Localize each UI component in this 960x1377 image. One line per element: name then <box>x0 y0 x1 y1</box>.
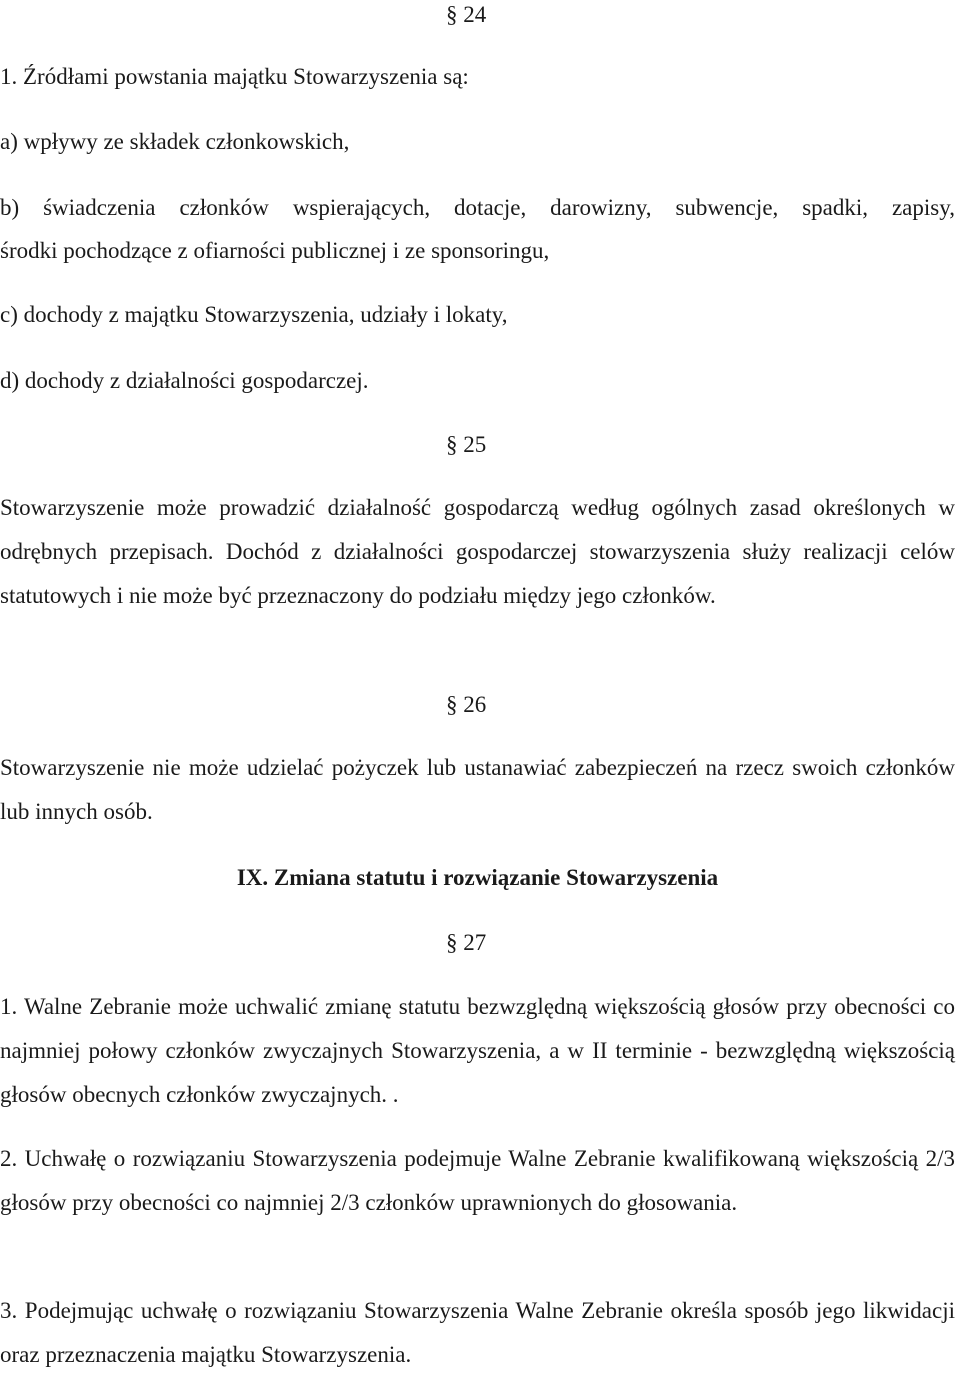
section-25-heading <box>446 430 486 460</box>
section-26-heading <box>446 690 486 720</box>
section-27-point-2: 2. Uchwałę o rozwiązaniu Stowarzyszenia podejmuje Walne Zebranie kwalifikowaną większością 2/3 głosów przy obecności co najmniej 2/3 członków uprawnionych do głosowania. <box>0 1146 955 1215</box>
chapter-heading: IX. Zmiana statutu i rozwiązanie Stowarzyszenia <box>236 865 719 890</box>
section-25-text: Stowarzyszenie może prowadzić działalność gospodarczą według ogólnych zasad określonych w odrębnych przepisach. Dochód z działalności gospodarczej stowarzyszenia służy realizacji celów statutowych i nie może być przeznaczony do podziału między jego członków. <box>0 495 955 608</box>
sources-intro: 1. Źródłami powstania majątku Stowarzyszenia są: <box>0 64 469 89</box>
section-number: 26 <box>463 692 487 717</box>
section-26-text: Stowarzyszenie nie może udzielać pożyczek lub ustanawiać zabezpieczeń na rzecz swoich członków lub innych osób. <box>0 755 955 824</box>
source-item-b-line1: b) świadczenia członków wspierających, dotacje, darowizny, subwencje, spadki, zapisy, <box>0 195 955 220</box>
section-27-point-1: 1. Walne Zebranie może uchwalić zmianę statutu bezwzględną większością głosów przy obecności co najmniej połowy członków zwyczajnych Stowarzyszenia, a w II terminie - bezwzględną większością głosów obecnych członków zwyczajnych. . <box>0 994 955 1107</box>
section-27-heading <box>446 928 486 958</box>
source-item-b-line2: środki pochodzące z ofiarności publicznej i ze sponsoringu, <box>0 238 550 263</box>
section-number: 24 <box>463 2 487 27</box>
section-sign: § <box>446 2 458 27</box>
section-sign: § <box>446 930 458 955</box>
source-item-c: c) dochody z majątku Stowarzyszenia, udziały i lokaty, <box>0 302 508 327</box>
section-number: 25 <box>463 432 487 457</box>
section-24-heading <box>446 0 486 30</box>
section-27-point-3: 3. Podejmując uchwałę o rozwiązaniu Stowarzyszenia Walne Zebranie określa sposób jego likwidacji oraz przeznaczenia majątku Stowarzyszenia. <box>0 1298 955 1367</box>
section-sign: § <box>446 432 458 457</box>
source-item-d: d) dochody z działalności gospodarczej. <box>0 368 369 393</box>
source-item-a: a) wpływy ze składek członkowskich, <box>0 129 350 154</box>
section-sign: § <box>446 692 458 717</box>
section-number: 27 <box>463 930 487 955</box>
